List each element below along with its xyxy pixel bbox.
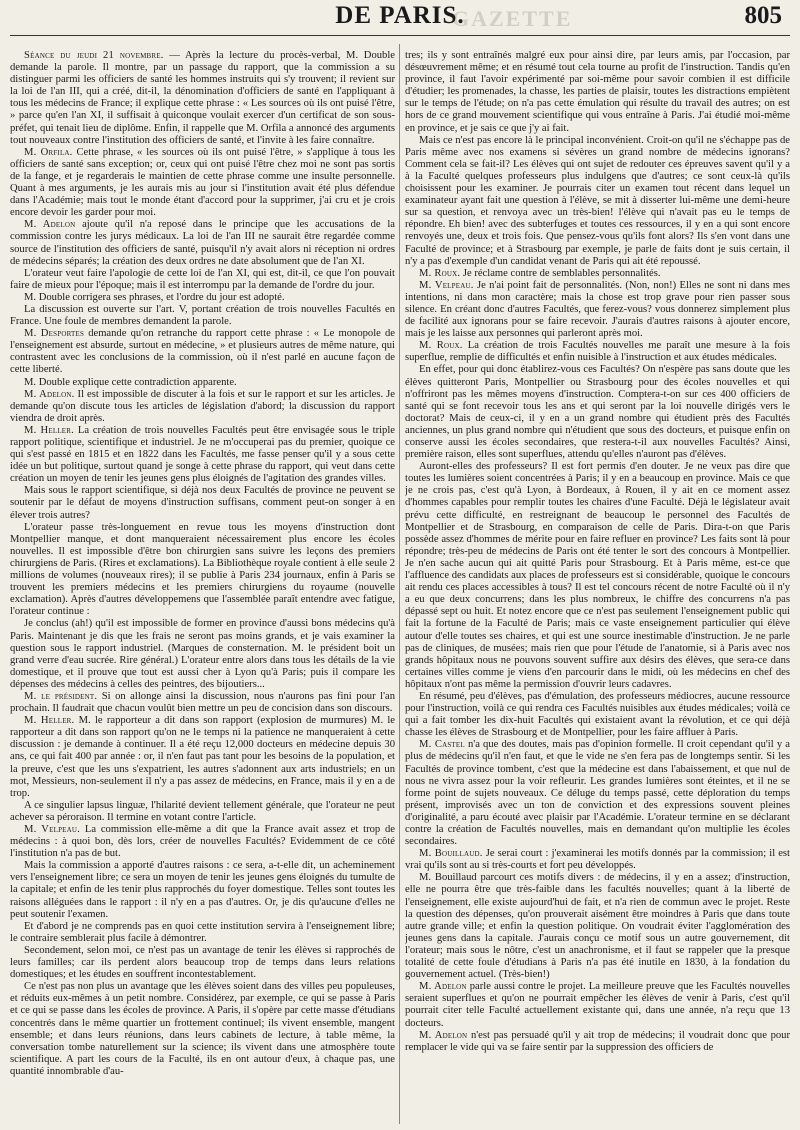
paragraph bbox=[10, 485, 395, 521]
paragraph-text: parle aussi contre le projet. La meilleure preuve que les Facultés nouvelles seraient superflues et qu'on ne pourrait empêcher les élèves de venir à Paris, c'est qu'il pourrait citer telle Faculté actuellement existante qui, dans une année, n'a reçu que 13 docteurs. bbox=[405, 981, 790, 1029]
paragraph-text: L'orateur veut faire l'apologie de cette loi de l'an XI, qui est, dit-il, ce que l'on pouvait faire de mieux pour l'époque; mais il est interrompu par la demande de l'ordre du jour. bbox=[10, 267, 395, 291]
paragraph-text: L'orateur passe très-longuement en revue tous les moyens d'instruction dont Montpellier manque, et dont manqueraient nécessairement plus encore les écoles nouvelles. Il est impossible d'être bon chirurgien sans suivre les leçons des premiers chirurgiens de Paris. (Rires et exclamations). La Bibliothèque royale contient à elle seule 2 millions de volumes (nouveaux rires); il se publie à Paris 234 journaux, enfin à Paris se trouvent les premiers médecins et les premiers chirurgiens du royaume (nouvelle exclamation). Après d'autres développemens que l'assemblée paraît entendre avec fatigue, l'orateur continue : bbox=[10, 521, 395, 618]
paragraph bbox=[10, 981, 395, 1078]
paragraph bbox=[10, 304, 395, 328]
speaker-name: M. Velpeau. bbox=[24, 824, 81, 835]
paragraph bbox=[405, 848, 790, 872]
paragraph-text: En effet, pour qui donc établirez-vous ces Facultés? On n'espère pas sans doute que les élèves quitteront Paris, Montpellier ou Strasbourg pour des écoles nouvelles et qui n'offriront pas les mêmes moyens d'instruction. Comptera-t-on sur ces 400 officiers de santé qui se font recevoir tous les ans et qui seront par la loi nouvelle dirigés vers le doctorat? Mais de ceux-ci, il y en a un grand nombre qui étudient près des Facultés anciennes, un plus grand nombre qui n'étudient que sous des docteurs, et puisque enfin on conserve aussi les écoles secondaires, que restera-t-il aux nouvelles Facultés? Ainsi, première raison, elles sont superflues, attendu qu'elles n'auront pas d'élèves. bbox=[405, 364, 790, 461]
paragraph-text: A ce singulier lapsus linguæ, l'hilarité devient tellement générale, que l'orateur ne peut achever sa péroraison. Il termine en votant contre l'article. bbox=[10, 799, 395, 823]
paragraph bbox=[10, 425, 395, 485]
paragraph bbox=[405, 135, 790, 268]
speaker-name: M. Heller. bbox=[24, 715, 75, 727]
paragraph-text: Secondement, selon moi, ce n'est pas un avantage de tenir les élèves si rapprochés de leurs familles; car ils perdent alors beaucoup trop de temps dans leurs relations domestiques; et les études en souffrent incontestablement. bbox=[10, 944, 395, 981]
right-column bbox=[405, 50, 790, 1122]
paragraph-text: M. Double corrigera ses phrases, et l'ordre du jour est adopté. bbox=[24, 291, 285, 303]
paragraph-text: Je réclame contre de semblables personnalités. bbox=[460, 267, 661, 279]
speaker-name: M. Castel bbox=[419, 739, 465, 751]
paragraph-text: n'a que des doutes, mais pas d'opinion formelle. Il croit cependant qu'il y a plus de médecins qu'il n'en faut, et que le vide ne s'en fera pas de longtemps sentir. Si les Facultés de province tombent, c'est que la médecine est dans l'abaissement, et que nul de nous ne vivra assez pour la voir refleurir. Les grandes lumières sont éteintes, et il ne se forme point de sujets nouveaux. Ce déluge du temps passé, cette déploration du temps présent, improvisés avec un ton de conviction et des expressions souvent pleines d'originalité, a paru écouté avec plaisir par l'Académie. L'orateur termine en se déclarant contre la création de Facultés nouvelles, mais en demandant qu'on multiplie les écoles secondaires. bbox=[405, 739, 790, 848]
page-number: 805 bbox=[744, 2, 782, 29]
paragraph bbox=[405, 872, 790, 981]
paragraph-text: En résumé, peu d'élèves, pas d'émulation, des professeurs médiocres, aucune ressource pour l'instruction, voilà ce qui rendra ces Facultés nuisibles aux études médicales; voilà ce qui a fait tomber les dix-huit Facultés qui existaient avant la révolution, et ce qui déjà chasse les élèves de Strasbourg et de Montpellier, pour les faire affluer à Paris. bbox=[405, 690, 790, 739]
paragraph-text: Et d'abord je ne comprends pas en quoi cette institution servira à l'enseignement libre; le contraire semblerait plus facile à démontrer. bbox=[10, 920, 395, 944]
paragraph bbox=[405, 739, 790, 848]
paragraph-text: Il est impossible de discuter à la fois et sur le rapport et sur les articles. Je demande qu'on discute tous les articles de législation d'abord; la discussion du rapport viendra de droit après. bbox=[10, 388, 395, 424]
header-rule bbox=[10, 35, 790, 36]
paragraph bbox=[10, 800, 395, 824]
speaker-name: M. Desportes bbox=[24, 328, 85, 340]
speaker-name: M. le président. bbox=[24, 690, 98, 702]
speaker-name: M. Adelon. bbox=[24, 388, 75, 400]
paragraph-text: M. le rapporteur a dit dans son rapport (explosion de murmures) M. le rapporteur a dit dans son rapport qu'on ne le temps ni la patience ne manqueraient à cette discussion : je demande à continuer. Il a été reçu 12,000 docteurs en médecine depuis 30 ans, ce qui fait 400 par année : or, il n'en faut pas tant pour les besoins de la population, et la preuve, c'est que les uns s'expatrient, les autres s'adonnent aux arts industriels; en un mot, Messieurs, non-seulement il n'y a pas assez de médecins, en France, mais il y en a de trop. bbox=[10, 715, 395, 799]
paragraph-text: Je conclus (ah!) qu'il est impossible de former en province d'aussi bons médecins qu'à Paris. Maintenant je dis que les frais ne seront pas moins grands, et je vais examiner la question sous le rapport industriel. (Marques de consternation. M. le président boit un grand verre d'eau sucrée. Rire général.) L'orateur entre alors dans tous les détails de la vie domestique, et il prouve que tout est aussi cher à Lyon qu'à Paris; puis il compare les dépenses des médecins à celles des peintres, des bijoutiers... bbox=[10, 618, 395, 690]
speaker-name: M. Adelon bbox=[24, 219, 76, 231]
paragraph-text: tres; ils y sont entraînés malgré eux pour ainsi dire, par leurs amis, par l'occasion, par désœuvrement même; et en résumé tout cela tourne au profit de l'instruction. Tandis qu'en province, il faut l'avoir expérimenté par soi-même pour savoir combien il est difficile d'étudier; les promenades, la chasse, les parties de plaisir, toutes les distractions empiètent sur le temps de l'étude; on n'a pas cette émulation qui résulte du travail des autres; on est hors de ce grand mouvement scientifique qui vous entraîne à Paris. J'ai étudié moi-même en province, et je sais ce que j'y ai fait. bbox=[405, 50, 790, 134]
paragraph bbox=[10, 945, 395, 981]
paragraph bbox=[10, 292, 395, 304]
masthead-bleed-through: GAZETTE bbox=[452, 6, 573, 31]
paragraph-text: ajoute qu'il n'a reposé dans le principe que les accusations de la commission contre les jurys médicaux. La loi de l'an III ne saurait être regardée comme source de l'institution des officiers de santé, puisqu'il n'y avait alors ni réception ni ordres de médecins séparés; la création des deux ordres ne date absolument que de l'an XI. bbox=[10, 219, 395, 267]
paragraph-text: Cette phrase, « les sources où ils ont puisé l'être, » s'applique à tous les officiers de santé sans exception; or, ceux qui ont puisé l'être chez moi ne sont pas sortis de la fange, et je regarderais le maintien de cette phrase comme une insulte personnelle. Quant à mes arguments, je les aurais mis au jour si l'institution avait été plus défendue dans l'Académie; mais tout le monde étant d'accord pour la supprimer, j'ai cru et je crois encore devoir les garder pour moi. bbox=[10, 146, 395, 219]
paragraph bbox=[10, 328, 395, 376]
paragraph-text: Si on allonge ainsi la discussion, nous n'aurons pas fini pour l'an prochain. Il faudrait que chacun voulût bien mettre un peu de concision dans son discours. bbox=[10, 690, 395, 715]
paragraph bbox=[405, 364, 790, 461]
speaker-name: M. Orfila. bbox=[24, 146, 73, 158]
paragraph bbox=[405, 268, 790, 280]
paragraph-text: Mais sous le rapport scientifique, si déjà nos deux Facultés de province ne peuvent se soutenir par le défaut de moyens d'instruction suffisans, comment peut-on songer à en élever trois autres? bbox=[10, 485, 395, 521]
paragraph bbox=[10, 147, 395, 220]
paragraph-text: n'est pas persuadé qu'il y ait trop de médecins; il voudrait donc que pour remplacer le vide qui va se faire sentir par la suppression des officiers de bbox=[405, 1029, 790, 1053]
paragraph bbox=[405, 981, 790, 1029]
paragraph bbox=[10, 921, 395, 945]
paragraph-text: Mais ce n'est pas encore là le principal inconvénient. Croit-on qu'il ne s'échappe pas de Paris même avec nos examens si sévères un grand nombre de médecins ignorans? Comment cela se fait-il? Les élèves qui ont sujet de redouter ces épreuves savent qu'il y a à la Faculté quelques professeurs plus indulgens que d'autres; ce sont ceux-là qu'ils choisissent pour les examiner. Je pourrais citer un examen tout récent dans lequel un examinateur ayant fait une question à l'élève, se mit à disserter lui-même une demi-heure sur sa question, et renvoya avec un très-bien! l'élève qui n'avait pas eu le temps de répondre. Eh bien! avec des subterfuges et toutes ces ressources, il y en a qui sont encore renvoyés une, deux et trois fois. Que pensez-vous qu'ils font alors? Ils s'en vont dans une Faculté de province; et à Strasbourg par exemple, je parle de faits dont je suis certain, il n'y a pas d'exemple d'un candidat venant de Paris qui ait été repoussé. bbox=[405, 134, 790, 267]
paragraph bbox=[10, 618, 395, 691]
paragraph-text: Auront-elles des professeurs? Il est fort permis d'en douter. Je ne veux pas dire que toutes les lumières soient concentrées à Paris; il y en a beaucoup en province. Mais ce que je ne crois pas, c'est qu'à Lyon, à Bordeaux, à Rouen, il y ait en ce moment assez d'hommes capables pour remplir toutes les chaires d'une Faculté. Déjà le législateur avait prévu cette difficulté, en restreignant de beaucoup le personnel des Facultés de Montpellier et de Strasbourg, en comparaison de celle de Paris. Dira-t-on que Paris possède assez d'hommes de mérite pour en faire refluer en province? Les faits sont là pour répondre; très-peu de médecins de Paris ont été tenter le sort des concours à Montpellier. Je n'en sache aucun qui ait quitté Paris pour Strasbourg. Et à Paris même, est-ce que l'affluence des candidats aux places de professeurs est si considérable, quoique le concours ait rendu ces places accessibles à tous? Il est tel concours récent de notre Faculté où il n'y a eu que deux concurrens; dans les plus nombreux, le chiffre des concurrens n'a pas dépassé sept ou huit. Et notez encore que ce n'est pas seulement l'enseignement public qui fait la fortune de la Faculté de Paris; mais ce vaste enseignement particulier qui élève autour d'elle toutes ses chaires, et qui est une source inestimable d'instruction. Je ne parle pas de cliniques, de musées; mais rien que pour l'étude de l'anatomie, si à Paris avec nos grands hôpitaux nous ne pouvons souvent suffire aux désirs des élèves, que sera-ce dans certaines villes comme je viens d'en parcourir dans le midi, où les médecins en chef des hôpitaux n'ont pas même la permission d'ouvrir leurs cadavres. bbox=[405, 461, 790, 690]
paragraph bbox=[405, 461, 790, 691]
paragraph bbox=[10, 268, 395, 292]
paragraph-text: demande qu'on retranche du rapport cette phrase : « Le monopole de l'enseignement est absurde, surtout en médecine, » et plusieurs autres de même nature, qui contrastent avec les conclusions de la commission, où il n'est parlé en aucune façon de cette liberté. bbox=[10, 328, 395, 376]
paragraph bbox=[10, 522, 395, 619]
paragraph bbox=[10, 389, 395, 425]
paragraph-text: Je n'ai point fait de personnalités. (Non, non!) Elles ne sont ni dans mes intentions, ni dans mon caractère; mais la chose est trop grave pour rien passer sous silence. En créant donc d'autres Facultés, que ferez-vous? vous donnerez simplement plus de facilité aux ignorans pour se faire recevoir. J'aurais d'autres raisons à ajouter encore, mais je les laisse aux personnes qui parleront après moi. bbox=[405, 279, 790, 340]
speaker-name: M. Roux. bbox=[419, 267, 461, 279]
speaker-name: Séance du jeudi 21 novembre. bbox=[24, 50, 164, 61]
paragraph-text: Ce n'est pas non plus un avantage que les élèves soient dans des villes peu populeuses, et réduits eux-mêmes à un petit nombre. Considérez, par exemple, ce qui se passe à Paris et ce qui se passe dans les écoles de province. A Paris, il s'opère par cette masse d'étudians concentrés dans le même quartier un frottement continuel; ils vivent ensemble, mangent ensemble; et dans leurs réunions, dans leurs cabinets de lecture, à table même, la conversation tombe naturellement sur la science; ils vivent dans une atmosphère toute scientifique. A part les cours de la Faculté, ils en ont autour d'eux, à chaque pas, une quantité innombrable d'au- bbox=[10, 981, 395, 1077]
paragraph bbox=[405, 691, 790, 739]
speaker-name: M. Adelon bbox=[419, 1029, 468, 1041]
page-header bbox=[0, 0, 800, 38]
speaker-name: M. Heller. bbox=[24, 424, 74, 436]
paragraph bbox=[10, 715, 395, 800]
paragraph bbox=[405, 1030, 790, 1054]
paragraph-text: Mais la commission a apporté d'autres raisons : ce sera, a-t-elle dit, un acheminement vers l'enseignement libre; ce sera un moyen de tenir les jeunes gens éloignés du tumulte de la capitale; et enfin de les tenir plus rapprochés du foyer domestique. Telles sont toutes les raisons alléguées dans le rapport : il n'y en a pas d'autres. Or, je dis qu'aucune d'elles ne peut soutenir l'examen. bbox=[10, 860, 395, 920]
paragraph bbox=[405, 340, 790, 364]
paragraph-text: M. Double explique cette contradiction apparente. bbox=[24, 376, 237, 388]
left-column bbox=[10, 50, 395, 1122]
paragraph bbox=[10, 377, 395, 389]
paragraph bbox=[405, 50, 790, 135]
paragraph-text: — Après la lecture du procès-verbal, M. Double demande la parole. Il montre, par un passage du rapport, que la commission a su distinguer parmi les officiers de santé les hommes instruits qui s'y trouvent; il revient sur la loi de l'an III, qui a créé, dit-il, la dénomination d'officiers de santé en l'appliquant à tous les médecins de France; il explique cette phrase : « Les sources où ils ont puisé l'être, » parce qu'en l'an XI, il suffisait à quiconque voulait exercer d'un certificat de son sous-préfet, qui tenait lieu de diplôme. Enfin, il rappelle que M. Orfila a annoncé des arguments tout nouveaux contre l'institution des officiers de santé, et l'invite à les faire connaître. bbox=[10, 50, 395, 146]
paragraph-text: La création de trois Facultés nouvelles me paraît une mesure à la fois superflue, remplie de difficultés et enfin nuisible à l'instruction et aux études médicales. bbox=[405, 340, 790, 364]
paragraph-text: La discussion est ouverte sur l'art. V, portant création de trois nouvelles Facultés en France. Une foule de membres demandent la parole. bbox=[10, 303, 395, 328]
paragraph bbox=[10, 219, 395, 267]
paragraph-text: Je serai court : j'examinerai les motifs donnés par la commission; il est vrai qu'ils sont au si très-courts et fort peu développés. bbox=[405, 848, 790, 872]
paragraph bbox=[10, 824, 395, 860]
speaker-name: M. Roux. bbox=[419, 340, 463, 352]
paragraph-text: La commission elle-même a dit que la France avait assez et trop de médecins : à quoi bon, dès lors, créer de nouvelles Facultés? Evidemment de ce côté l'institution n'a pas de but. bbox=[10, 824, 395, 860]
speaker-name: M. Bouillaud. bbox=[419, 848, 483, 860]
paragraph bbox=[10, 50, 395, 147]
paragraph bbox=[10, 691, 395, 715]
paragraph-text: M. Bouillaud parcourt ces motifs divers : de médecins, il y en a assez; d'instruction, elle ne pourra être que très-faible dans les facultés nouvelles; quant à la liberté de l'enseignement, elle existe aujourd'hui de fait, et n'a rien de commun avec le projet. Reste la question des dépenses, qu'on prouverait aisément être moindres à Paris que dans toute autre grande ville; et enfin la question politique. On voudrait éviter l'agglomération des jeunes gens dans la capitale. J'aurais conçu ce motif sous un autre gouvernement, dit l'orateur; mais sous le nôtre, c'est un anachronisme, et il faut se rappeler que la presque totalité de cette foule d'étudians à Paris n'a pas été inutile en 1830, à la fondation du gouvernement actuel. (Très-bien!) bbox=[405, 872, 790, 981]
masthead-title: DE PARIS. bbox=[335, 2, 465, 29]
speaker-name: M. Velpeau. bbox=[419, 279, 474, 291]
speaker-name: M. Adelon bbox=[419, 981, 467, 993]
paragraph-text: La création de trois nouvelles Facultés peut être envisagée sous le triple rapport politique, scientifique et industriel. Je ne m'occuperai pas du premier, quoique ce qui s'est passé en 1815 et en 1822 dans les Facultés, me fasse penser qu'il y a sous cette idée un but politique, surtout quand je songe à cette phrase du rapport, qui veut dans cette création un moyen de tenir les jeunes gens plus éloignés de l'agitation des grandes villes. bbox=[10, 424, 395, 485]
paragraph bbox=[10, 860, 395, 920]
paragraph bbox=[405, 280, 790, 340]
column-divider bbox=[399, 44, 400, 1124]
